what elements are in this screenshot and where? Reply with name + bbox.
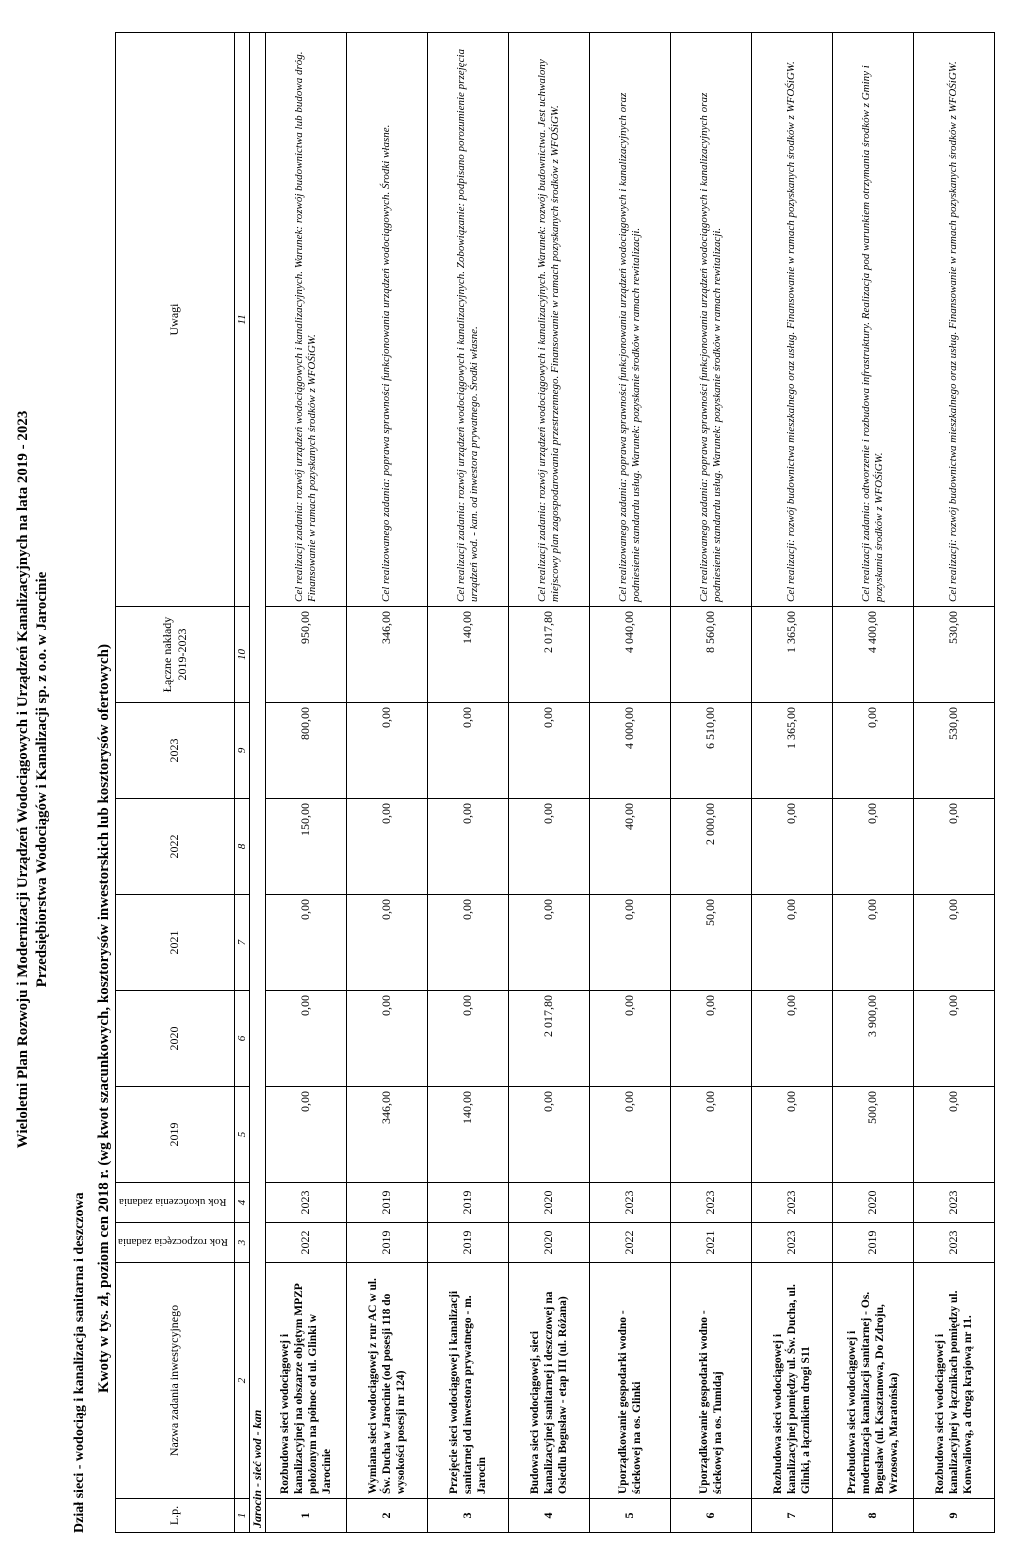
value-2021: 0,00 [832,895,913,991]
value-total: 1 365,00 [751,607,832,703]
value-2019: 0,00 [265,1087,346,1183]
notes: Cel realizacji: rozwój budownictwa mieszkalnego oraz usług. Finansowanie w ramach pozyskanych środków z WFOŚiGW. [751,33,832,607]
table-row [670,33,751,1533]
group-row [249,33,265,1533]
end-year: 2020 [832,1183,913,1223]
row-number: 7 [751,1499,832,1533]
header-total: Łączne nakłady 2019-2023 [116,607,235,703]
value-2022: 0,00 [508,799,589,895]
value-2021: 0,00 [265,895,346,991]
row-number: 6 [670,1499,751,1533]
header-notes: Uwagi [116,33,235,607]
value-total: 140,00 [427,607,508,703]
start-year: 2022 [589,1223,670,1263]
header-row [116,33,235,1533]
value-2023: 0,00 [346,703,427,799]
col-number: 10 [234,607,249,703]
value-2022: 2 000,00 [670,799,751,895]
value-2022: 0,00 [832,799,913,895]
value-2023: 0,00 [427,703,508,799]
end-year: 2019 [346,1183,427,1223]
value-2019: 0,00 [508,1087,589,1183]
value-2019: 140,00 [427,1087,508,1183]
end-year: 2023 [751,1183,832,1223]
header-2023: 2023 [116,703,235,799]
value-2020: 3 900,00 [832,991,913,1087]
value-2020: 0,00 [346,991,427,1087]
value-2020: 0,00 [589,991,670,1087]
value-2021: 0,00 [508,895,589,991]
value-2020: 0,00 [670,991,751,1087]
value-total: 8 560,00 [670,607,751,703]
start-year: 2019 [346,1223,427,1263]
title-line-1: Wieloletni Plan Rozwoju i Modernizacji Urządzeń Wodociągowych i Urządzeń Kanalizacyjnych na lata 2019 - 2023 [15,410,31,1149]
row-number: 8 [832,1499,913,1533]
value-2020: 0,00 [265,991,346,1087]
table-row [589,33,670,1533]
col-number: 2 [234,1263,249,1499]
task-name: Uporządkowanie gospodarki wodno - ściekowej na os. Tumidaj [670,1263,751,1499]
col-number: 9 [234,703,249,799]
value-2023: 1 365,00 [751,703,832,799]
header-name: Nazwa zadania inwestycyjnego [116,1263,235,1499]
group-label: Jarocin - sieć wod - kan [249,33,265,1533]
header-end: Rok ukończenia zadania [116,1183,235,1223]
column-number-row [234,33,249,1533]
start-year: 2019 [427,1223,508,1263]
units-note: Kwoty w tys. zł, poziom cen 2018 r. (wg kwot szacunkowych, kosztorysów inwestorskich lub kosztorysów ofertowych) [96,644,112,1393]
task-name: Przejęcie sieci wodociągowej i kanalizacji sanitarnej od inwestora prywatnego - m. Jarocin [427,1263,508,1499]
col-number: 4 [234,1183,249,1223]
task-name: Wymiana sieci wodociągowej z rur AC w ul. Św. Ducha w Jarocinie (od posesji 118 do wysokości posesji nr 124) [346,1263,427,1499]
row-number: 9 [913,1499,994,1533]
notes: Cel realizacji zadania: rozwój urządzeń wodociągowych i kanalizacyjnych. Zobowiązanie: podpisano porozumienie przejęcia urządzeń wod. - kan. od inwestora prywatnego. Środki własne. [427,33,508,607]
table-row [508,33,589,1533]
value-2023: 4 000,00 [589,703,670,799]
col-number: 7 [234,895,249,991]
task-name: Budowa sieci wodociągowej, sieci kanalizacyjnej sanitarnej i deszczowej na Osiedlu Bogusław - etap III (ul. Różana) [508,1263,589,1499]
value-2019: 500,00 [832,1087,913,1183]
end-year: 2023 [589,1183,670,1223]
value-2019: 346,00 [346,1087,427,1183]
table-row [832,33,913,1533]
col-number: 5 [234,1087,249,1183]
value-2023: 0,00 [508,703,589,799]
end-year: 2023 [670,1183,751,1223]
row-number: 3 [427,1499,508,1533]
value-2019: 0,00 [670,1087,751,1183]
task-name: Przebudowa sieci wodociągowej i modernizacja kanalizacji sanitarnej - Os. Bogusław (ul. Kasztanowa, Do Zdroju, Wrzosowa, Maratońska) [832,1263,913,1499]
task-name: Rozbudowa sieci wodociągowej i kanalizacyjnej w łącznikach pomiędzy ul. Konwaliową, a drogą krajową nr 11. [913,1263,994,1499]
row-number: 5 [589,1499,670,1533]
value-total: 2 017,80 [508,607,589,703]
value-2022: 150,00 [265,799,346,895]
value-2022: 0,00 [427,799,508,895]
col-number: 1 [234,1499,249,1533]
row-number: 2 [346,1499,427,1533]
value-2021: 0,00 [589,895,670,991]
header-2019: 2019 [116,1087,235,1183]
value-2021: 0,00 [913,895,994,991]
header-2020: 2020 [116,991,235,1087]
value-total: 4 400,00 [832,607,913,703]
notes: Cel realizacji zadania: odtworzenie i rozbudowa infrastruktury. Realizacja pod warunkiem otrzymania środków z Gminy i pozyskania środków z WFOŚiGW. [832,33,913,607]
col-number: 8 [234,799,249,895]
value-total: 346,00 [346,607,427,703]
value-2021: 0,00 [346,895,427,991]
table-row [346,33,427,1533]
col-number: 6 [234,991,249,1087]
value-total: 950,00 [265,607,346,703]
value-2020: 0,00 [913,991,994,1087]
value-2020: 0,00 [427,991,508,1087]
start-year: 2019 [832,1223,913,1263]
col-number: 11 [234,33,249,607]
start-year: 2023 [751,1223,832,1263]
value-2019: 0,00 [589,1087,670,1183]
value-2022: 0,00 [913,799,994,895]
task-name: Rozbudowa sieci wodociągowej i kanalizacyjnej pomiędzy ul. Św. Ducha, ul. Glinki, a łącznikiem drogi S11 [751,1263,832,1499]
start-year: 2023 [913,1223,994,1263]
start-year: 2020 [508,1223,589,1263]
value-total: 530,00 [913,607,994,703]
title-line-2: Przedsiębiorstwa Wodociągów i Kanalizacji sp. z o.o. w Jarocinie [34,571,50,988]
col-number: 3 [234,1223,249,1263]
task-name: Rozbudowa sieci wodociągowej i kanalizacyjnej na obszarze objętym MPZP położonym na północ od ul. Glinki w Jarocinie [265,1263,346,1499]
row-number: 4 [508,1499,589,1533]
table-row [751,33,832,1533]
table-row [913,33,994,1533]
document-title [14,26,52,1533]
table-row [265,33,346,1533]
value-2022: 40,00 [589,799,670,895]
value-2023: 6 510,00 [670,703,751,799]
start-year: 2021 [670,1223,751,1263]
investment-table [115,32,995,1533]
header-2021: 2021 [116,895,235,991]
header-2022: 2022 [116,799,235,895]
header-start: Rok rozpoczęcia zadania [116,1223,235,1263]
start-year: 2022 [265,1223,346,1263]
value-2019: 0,00 [751,1087,832,1183]
value-2022: 0,00 [346,799,427,895]
table-row [427,33,508,1533]
value-2023: 800,00 [265,703,346,799]
value-2019: 0,00 [913,1087,994,1183]
value-2021: 50,00 [670,895,751,991]
notes: Cel realizowanego zadania: poprawa sprawności funkcjonowania urządzeń wodociągowych i kanalizacyjnych oraz podniesienie standardu usług. Warunek: pozyskanie środków w ramach rewitalizacji. [589,33,670,607]
value-2021: 0,00 [751,895,832,991]
end-year: 2020 [508,1183,589,1223]
section-title: Dział sieci - wodociąg i kanalizacja sanitarna i deszczowa [72,1192,87,1533]
value-2022: 0,00 [751,799,832,895]
value-2021: 0,00 [427,895,508,991]
notes: Cel realizacji: rozwój budownictwa mieszkalnego oraz usług. Finansowanie w ramach pozyskanych środków z WFOŚiGW. [913,33,994,607]
end-year: 2023 [913,1183,994,1223]
value-2020: 2 017,80 [508,991,589,1087]
notes: Cel realizacji zadania: rozwój urządzeń wodociągowych i kanalizacyjnych. Warunek: rozwój budownictwa. Jest uchwalony miejscowy plan zagospodarowania przestrzennego. Finansowanie w ramach pozyskanych środków z WFOŚiGW. [508,33,589,607]
value-2020: 0,00 [751,991,832,1087]
table-body [265,33,994,1533]
end-year: 2019 [427,1183,508,1223]
value-total: 4 040,00 [589,607,670,703]
notes: Cel realizowanego zadania: poprawa sprawności funkcjonowania urządzeń wodociągowych i kanalizacyjnych oraz podniesienie standardu usług. Warunek: pozyskanie środków w ramach rewitalizacji. [670,33,751,607]
value-2023: 0,00 [832,703,913,799]
end-year: 2023 [265,1183,346,1223]
header-lp: L.p. [116,1499,235,1533]
notes: Cel realizacji zadania: rozwój urządzeń wodociągowych i kanalizacyjnych. Warunek: rozwój budownictwa lub budowa dróg. Finansowanie w ramach pozyskanych środków z WFOŚiGW. [265,33,346,607]
task-name: Uporządkowanie gospodarki wodno - ściekowej na os. Glinki [589,1263,670,1499]
value-2023: 530,00 [913,703,994,799]
notes: Cel realizowanego zadania: poprawa sprawności funkcjonowania urządzeń wodociągowych. Środki własne. [346,33,427,607]
row-number: 1 [265,1499,346,1533]
